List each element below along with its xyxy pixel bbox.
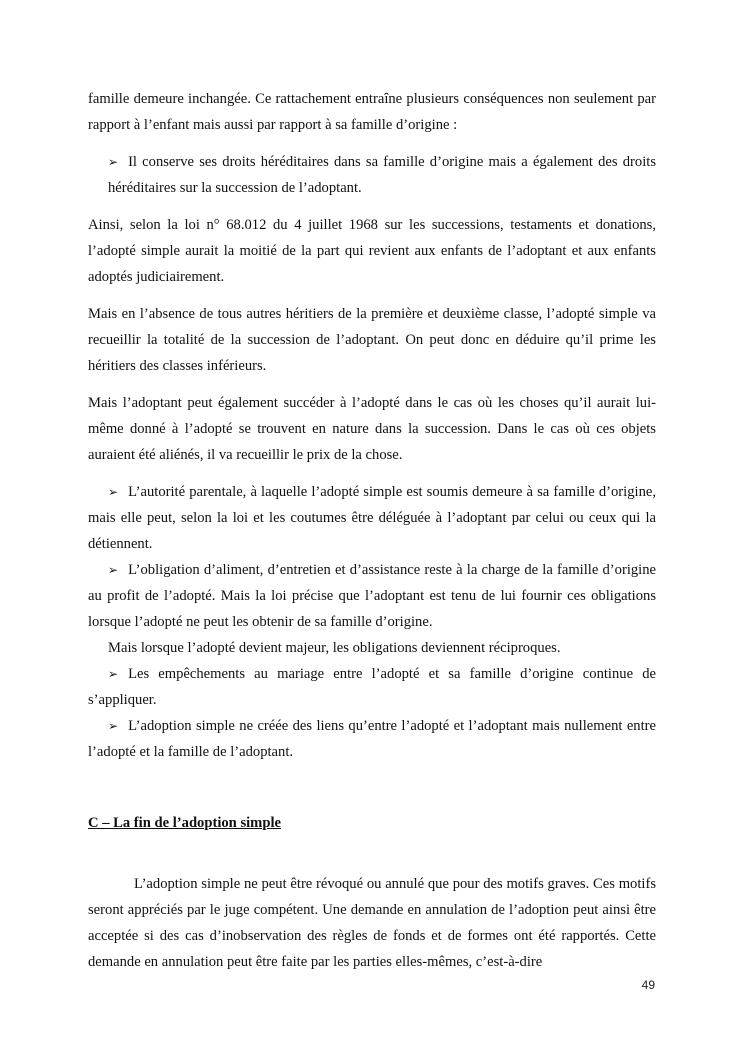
bullet-text: L’autorité parentale, à laquelle l’adopté simple est soumis demeure à sa famille d’origine, mais elle peut, selon la loi et les coutumes être déléguée à l’adoptant par celui ou ceux qui la détiennent. (88, 484, 656, 552)
paragraph-loi-1968: Ainsi, selon la loi n° 68.012 du 4 juillet 1968 sur les successions, testaments et donations, l’adopté simple aurait la moitié de la part qui revient aux enfants de l’adoptant et aux enfants adoptés judiciairement. (88, 217, 656, 285)
paragraph-adoptant-succede: Mais l’adoptant peut également succéder à l’adopté dans le cas où les choses qu’il aurait lui-même donné à l’adopté se trouvent en nature dans la succession. Dans le cas où ces objets auraient été aliénés, il va recueillir le prix de la chose. (88, 395, 656, 463)
bullet-text: Il conserve ses droits héréditaires dans sa famille d’origine mais a également des droits héréditaires sur la succession de l’adoptant. (108, 154, 656, 196)
arrow-bullet-icon: ➢ (108, 563, 119, 577)
bullet-text: L’obligation d’aliment, d’entretien et d’assistance reste à la charge de la famille d’origine au profit de l’adopté. Mais la loi précise que l’adoptant est tenu de lui fournir ces obligations lorsque l’adopté ne peut les obtenir de sa famille d’origine. (88, 562, 656, 630)
bullet-item-hereditary-rights (88, 149, 656, 201)
paragraph-fin-adoption: L’adoption simple ne peut être révoqué ou annulé que pour des motifs graves. Ces motifs seront appréciés par le juge compétent. Une demande en annulation de l’adoption peut ainsi être acceptée si des cas d’inobservation des règles de fonds et de formes ont été rapportés. Cette demande en annulation peut être faite par les parties elles-mêmes, c’est-à-dire (88, 876, 656, 970)
paragraph-majeur: Mais lorsque l’adopté devient majeur, les obligations deviennent réciproques. (108, 640, 561, 656)
page-number: 49 (641, 978, 655, 992)
arrow-bullet-icon: ➢ (108, 485, 119, 499)
bullet-item-obligation-aliment (88, 557, 656, 635)
paragraph-absence-heritiers: Mais en l’absence de tous autres héritiers de la première et deuxième classe, l’adopté simple va recueillir la totalité de la succession de l’adoptant. On peut donc en déduire qu’il prime les héritiers des classes inférieurs. (88, 306, 656, 374)
bullet-item-autorite-parentale (88, 479, 656, 557)
bullet-item-empechements (88, 661, 656, 713)
arrow-bullet-icon: ➢ (108, 155, 119, 169)
paragraph-intro: famille demeure inchangée. Ce rattachement entraîne plusieurs conséquences non seulement par rapport à l’enfant mais aussi par rapport à sa famille d’origine : (88, 91, 656, 133)
section-heading: C – La fin de l’adoption simple (88, 815, 281, 831)
page-body (88, 86, 656, 975)
bullet-item-liens (88, 713, 656, 765)
arrow-bullet-icon: ➢ (108, 719, 119, 733)
arrow-bullet-icon: ➢ (108, 667, 119, 681)
bullet-text: L’adoption simple ne créée des liens qu’entre l’adopté et l’adoptant mais nullement entre l’adopté et la famille de l’adoptant. (88, 718, 656, 760)
bullet-text: Les empêchements au mariage entre l’adopté et sa famille d’origine continue de s’appliquer. (88, 666, 656, 708)
